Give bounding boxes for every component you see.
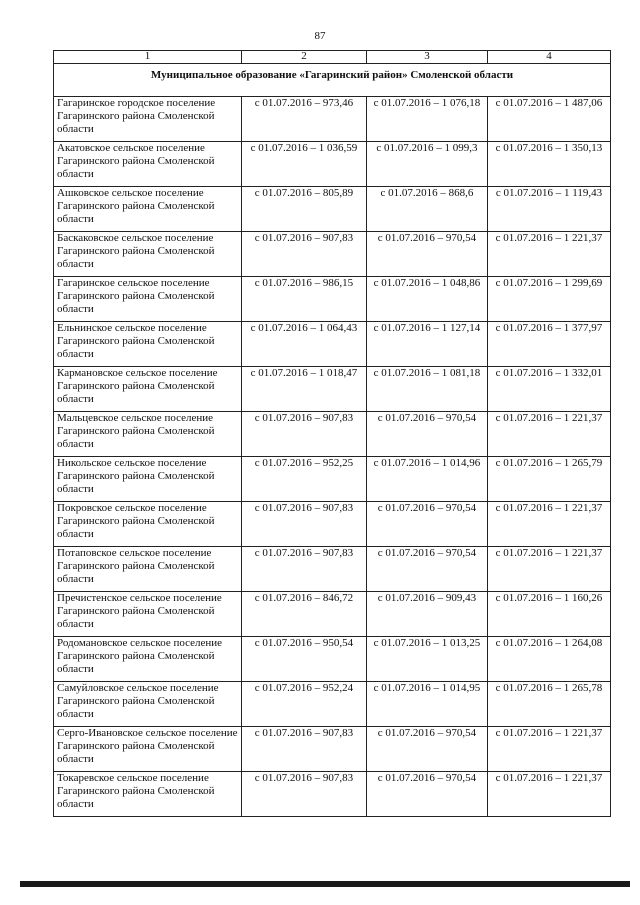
tariff-cell-col2: с 01.07.2016 – 952,24 bbox=[242, 682, 367, 727]
tariff-cell-col2: с 01.07.2016 – 805,89 bbox=[242, 187, 367, 232]
tariff-cell-col3: с 01.07.2016 – 1 127,14 bbox=[367, 322, 488, 367]
table-row bbox=[54, 277, 611, 322]
column-header-3: 3 bbox=[367, 51, 488, 64]
tariff-cell-col3: с 01.07.2016 – 909,43 bbox=[367, 592, 488, 637]
tariff-cell-col4: с 01.07.2016 – 1 377,97 bbox=[488, 322, 611, 367]
table-row bbox=[54, 412, 611, 457]
tariff-cell-col4: с 01.07.2016 – 1 350,13 bbox=[488, 142, 611, 187]
tariff-cell-col3: с 01.07.2016 – 868,6 bbox=[367, 187, 488, 232]
section-row bbox=[54, 64, 611, 97]
column-header-2: 2 bbox=[242, 51, 367, 64]
tariff-cell-col2: с 01.07.2016 – 907,83 bbox=[242, 412, 367, 457]
tariff-cell-col2: с 01.07.2016 – 907,83 bbox=[242, 772, 367, 817]
tariff-cell-col2: с 01.07.2016 – 846,72 bbox=[242, 592, 367, 637]
tariff-cell-col2: с 01.07.2016 – 1 064,43 bbox=[242, 322, 367, 367]
section-title: Муниципальное образование «Гагаринский район» Смоленской области bbox=[54, 64, 611, 97]
tariff-cell-col2: с 01.07.2016 – 973,46 bbox=[242, 97, 367, 142]
settlement-name-cell: Серго-Ивановское сельское поселение Гагаринского района Смоленской области bbox=[54, 727, 242, 772]
tariff-cell-col4: с 01.07.2016 – 1 265,79 bbox=[488, 457, 611, 502]
tariff-cell-col4: с 01.07.2016 – 1 264,08 bbox=[488, 637, 611, 682]
tariff-cell-col3: с 01.07.2016 – 970,54 bbox=[367, 232, 488, 277]
tariff-cell-col4: с 01.07.2016 – 1 221,37 bbox=[488, 502, 611, 547]
tariff-cell-col2: с 01.07.2016 – 907,83 bbox=[242, 727, 367, 772]
column-header-4: 4 bbox=[488, 51, 611, 64]
tariff-cell-col2: с 01.07.2016 – 950,54 bbox=[242, 637, 367, 682]
tariff-cell-col4: с 01.07.2016 – 1 119,43 bbox=[488, 187, 611, 232]
settlement-name-cell: Самуйловское сельское поселение Гагаринского района Смоленской области bbox=[54, 682, 242, 727]
tariff-cell-col3: с 01.07.2016 – 1 081,18 bbox=[367, 367, 488, 412]
settlement-name-cell: Акатовское сельское поселение Гагаринского района Смоленской области bbox=[54, 142, 242, 187]
tariff-cell-col4: с 01.07.2016 – 1 160,26 bbox=[488, 592, 611, 637]
tariff-cell-col4: с 01.07.2016 – 1 221,37 bbox=[488, 232, 611, 277]
settlement-name-cell: Токаревское сельское поселение Гагаринского района Смоленской области bbox=[54, 772, 242, 817]
table-row bbox=[54, 502, 611, 547]
tariff-cell-col3: с 01.07.2016 – 970,54 bbox=[367, 727, 488, 772]
column-header-1: 1 bbox=[54, 51, 242, 64]
tariff-cell-col3: с 01.07.2016 – 970,54 bbox=[367, 547, 488, 592]
settlement-name-cell: Гагаринское сельское поселение Гагаринского района Смоленской области bbox=[54, 277, 242, 322]
tariff-cell-col4: с 01.07.2016 – 1 221,37 bbox=[488, 547, 611, 592]
settlement-name-cell: Родомановское сельское поселение Гагаринского района Смоленской области bbox=[54, 637, 242, 682]
table-row bbox=[54, 97, 611, 142]
table-row bbox=[54, 547, 611, 592]
table-row bbox=[54, 367, 611, 412]
table-header-row bbox=[54, 51, 611, 64]
settlement-name-cell: Пречистенское сельское поселение Гагаринского района Смоленской области bbox=[54, 592, 242, 637]
tariff-cell-col3: с 01.07.2016 – 970,54 bbox=[367, 502, 488, 547]
settlement-name-cell: Гагаринское городское поселение Гагаринского района Смоленской области bbox=[54, 97, 242, 142]
tariff-cell-col4: с 01.07.2016 – 1 265,78 bbox=[488, 682, 611, 727]
tariff-cell-col3: с 01.07.2016 – 1 048,86 bbox=[367, 277, 488, 322]
tariff-cell-col2: с 01.07.2016 – 907,83 bbox=[242, 232, 367, 277]
settlement-name-cell: Покровское сельское поселение Гагаринского района Смоленской области bbox=[54, 502, 242, 547]
table-row bbox=[54, 592, 611, 637]
table-row bbox=[54, 232, 611, 277]
settlement-name-cell: Ашковское сельское поселение Гагаринского района Смоленской области bbox=[54, 187, 242, 232]
tariff-cell-col2: с 01.07.2016 – 907,83 bbox=[242, 547, 367, 592]
tariff-cell-col4: с 01.07.2016 – 1 221,37 bbox=[488, 412, 611, 457]
tariff-cell-col2: с 01.07.2016 – 1 036,59 bbox=[242, 142, 367, 187]
bottom-border-bar bbox=[20, 881, 630, 887]
table-row bbox=[54, 187, 611, 232]
tariff-cell-col3: с 01.07.2016 – 970,54 bbox=[367, 772, 488, 817]
table-row bbox=[54, 142, 611, 187]
tariff-cell-col4: с 01.07.2016 – 1 221,37 bbox=[488, 727, 611, 772]
tariff-cell-col3: с 01.07.2016 – 1 014,95 bbox=[367, 682, 488, 727]
tariff-cell-col2: с 01.07.2016 – 952,25 bbox=[242, 457, 367, 502]
tariff-cell-col3: с 01.07.2016 – 1 076,18 bbox=[367, 97, 488, 142]
tariff-cell-col3: с 01.07.2016 – 1 013,25 bbox=[367, 637, 488, 682]
table-row bbox=[54, 637, 611, 682]
settlement-name-cell: Мальцевское сельское поселение Гагаринского района Смоленской области bbox=[54, 412, 242, 457]
page-number: 87 bbox=[314, 30, 326, 42]
settlement-name-cell: Потаповское сельское поселение Гагаринского района Смоленской области bbox=[54, 547, 242, 592]
tariff-cell-col4: с 01.07.2016 – 1 299,69 bbox=[488, 277, 611, 322]
tariff-cell-col2: с 01.07.2016 – 1 018,47 bbox=[242, 367, 367, 412]
settlement-name-cell: Никольское сельское поселение Гагаринского района Смоленской области bbox=[54, 457, 242, 502]
tariff-cell-col4: с 01.07.2016 – 1 332,01 bbox=[488, 367, 611, 412]
table-row bbox=[54, 322, 611, 367]
settlement-name-cell: Ельнинское сельское поселение Гагаринского района Смоленской области bbox=[54, 322, 242, 367]
table-row bbox=[54, 682, 611, 727]
tariff-cell-col3: с 01.07.2016 – 1 099,3 bbox=[367, 142, 488, 187]
tariff-cell-col2: с 01.07.2016 – 986,15 bbox=[242, 277, 367, 322]
settlement-name-cell: Кармановское сельское поселение Гагаринского района Смоленской области bbox=[54, 367, 242, 412]
settlement-name-cell: Баскаковское сельское поселение Гагаринского района Смоленской области bbox=[54, 232, 242, 277]
tariff-cell-col3: с 01.07.2016 – 1 014,96 bbox=[367, 457, 488, 502]
table-row bbox=[54, 772, 611, 817]
table-row bbox=[54, 727, 611, 772]
tariff-cell-col3: с 01.07.2016 – 970,54 bbox=[367, 412, 488, 457]
tariff-cell-col4: с 01.07.2016 – 1 487,06 bbox=[488, 97, 611, 142]
tariff-cell-col2: с 01.07.2016 – 907,83 bbox=[242, 502, 367, 547]
tariff-table bbox=[53, 50, 611, 817]
tariff-cell-col4: с 01.07.2016 – 1 221,37 bbox=[488, 772, 611, 817]
table-row bbox=[54, 457, 611, 502]
